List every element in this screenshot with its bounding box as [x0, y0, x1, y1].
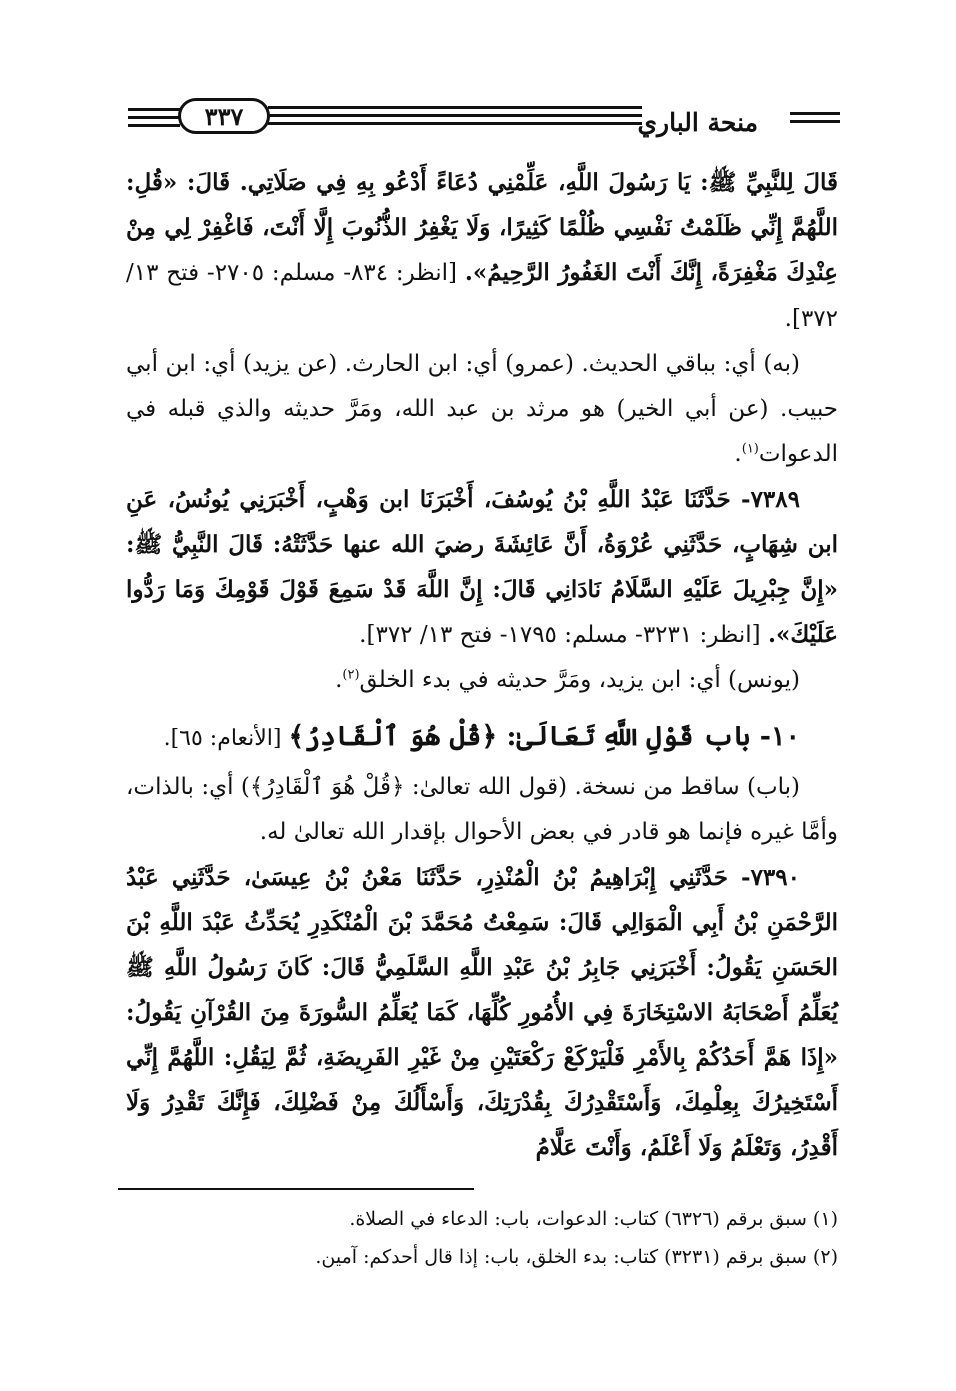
- commentary-tail: .: [335, 667, 343, 693]
- header-rule: [128, 116, 180, 119]
- hadith-paragraph: [126, 855, 838, 1170]
- hadith-reference: [انظر: ٨٣٤- مسلم: ٢٧٠٥- فتح ١٣/ ٣٧٢].: [126, 260, 838, 332]
- book-title: منحة الباري: [637, 108, 758, 137]
- header-rule: [128, 124, 180, 127]
- header-rule: [268, 106, 642, 109]
- quran-reference: [الأنعام: ٦٥].: [163, 726, 289, 751]
- footnote-item: (١) سبق برقم (٦٣٢٦) كتاب: الدعوات، باب: الدعاء في الصلاة.: [349, 1208, 838, 1230]
- chapter-heading-text: ١٠- باب قَوْلِ اللَّهِ تَعَالَىٰ: ﴿قُلْ هُوَ ٱلْقَادِرُ﴾: [288, 721, 800, 752]
- commentary-text: (به) أي: بباقي الحديث. (عمرو) أي: ابن الحارث. (عن يزيد) أي: ابن أبي حبيب. (عن أبي الخير) هو مرثد بن عبد الله، ومَرَّ حديثه والذي قبله في الدعوات: [126, 351, 838, 467]
- hadith-text: قَالَ لِلنَّبِيِّ ﷺ: يَا رَسُولَ اللَّهِ، عَلِّمْنِي دُعَاءً أَدْعُو بِهِ فِي صَلَاتِي. قَالَ: «قُلِ: اللَّهُمَّ إِنِّي ظَلَمْتُ نَفْسِي ظُلْمًا كَثِيرًا، وَلَا يَغْفِرُ الذُّنُوبَ إِلَّا أَنْتَ، فَاغْفِرْ لِي مِنْ عِنْدِكَ مَغْفِرَةً، إِنَّكَ أَنْتَ الغَفُورُ الرَّحِيمُ».: [126, 169, 838, 286]
- hadith-text: ٧٣٩٠- حَدَّثَنِي إِبْرَاهِيمُ بْنُ الْمُنْذِرِ، حَدَّثَنَا مَعْنُ بْنُ عِيسَىٰ، حَدَّثَنِي عَبْدُ الرَّحْمَنِ بْنُ أَبِي الْمَوَالِي قَالَ: سَمِعْتُ مُحَمَّدَ بْنَ الْمُنْكَدِرِ يُحَدِّثُ عَبْدَ اللَّهِ بْنَ الحَسَنِ يَقُولُ: أَخْبَرَنِي جَابِرُ بْنُ عَبْدِ اللَّهِ السَّلَمِيُّ قَالَ: كَانَ رَسُولُ اللَّهِ ﷺ يُعَلِّمُ أَصْحَابَهُ الاسْتِخَارَةَ فِي الأُمُورِ كُلِّهَا، كَمَا يُعَلِّمُ السُّورَةَ مِنَ القُرْآنِ يَقُولُ: «إِذَا هَمَّ أَحَدُكُمْ بِالأَمْرِ فَلْيَرْكَعْ رَكْعَتَيْنِ مِنْ غَيْرِ الفَرِيضَةِ، ثُمَّ لِيَقُلِ: اللَّهُمَّ إِنِّي أَسْتَخِيرُكَ بِعِلْمِكَ، وَأَسْتَقْدِرُكَ بِقُدْرَتِكَ، وَأَسْأَلُكَ مِنْ فَضْلِكَ، فَإِنَّكَ تَقْدِرُ وَلَا أَقْدِرُ، وَتَعْلَمُ وَلَا أَعْلَمُ، وَأَنْتَ عَلَّامُ: [126, 864, 838, 1161]
- header-rule: [268, 114, 642, 117]
- page-body: [126, 160, 838, 1170]
- commentary-text: (باب) ساقط من نسخة. (قول الله تعالىٰ: ﴿قُلْ هُوَ ٱلْقَادِرُ﴾) أي: بالذات، وأمَّا غيره فإنما هو قادر في بعض الأحوال بإقدار الله تعالىٰ له.: [126, 774, 838, 845]
- footnote-item: (٢) سبق برقم (٣٢٣١) كتاب: بدء الخلق، باب: إذا قال أحدكم: آمين.: [315, 1246, 838, 1268]
- hadith-text: ٧٣٨٩- حَدَّثَنَا عَبْدُ اللَّهِ بْنُ يُوسُفَ، أَخْبَرَنَا ابن وَهْبٍ، أَخْبَرَنِي يُونُسُ، عَنِ ابن شِهَابٍ، حَدَّثَنِي عُرْوَةُ، أَنَّ عَائِشَةَ رضيَ الله عنها حَدَّثَتْهُ: قَالَ النَّبِيُّ ﷺ: «إِنَّ جِبْرِيلَ عَلَيْهِ السَّلَامُ نَادَانِي قَالَ: إِنَّ اللَّهَ قَدْ سَمِعَ قَوْلَ قَوْمِكَ وَمَا رَدُّوا عَلَيْكَ».: [126, 486, 838, 648]
- footnote-separator: [118, 1188, 474, 1190]
- footnotes: [126, 1200, 838, 1276]
- header-rule: [790, 112, 840, 115]
- header-rule: [268, 122, 642, 125]
- hadith-paragraph: [126, 160, 838, 342]
- commentary-paragraph: [126, 765, 838, 855]
- commentary-tail: .: [734, 441, 742, 467]
- page-header: [128, 92, 840, 144]
- footnote-marker: (١): [741, 441, 759, 457]
- header-rule: [790, 120, 840, 123]
- hadith-paragraph: [126, 477, 838, 658]
- commentary-paragraph: [126, 658, 838, 703]
- header-rule: [128, 108, 180, 111]
- commentary-text: (يونس) أي: ابن يزيد، ومَرَّ حديثه في بدء الخلق: [359, 667, 800, 693]
- chapter-heading: [126, 713, 838, 763]
- commentary-paragraph: [126, 342, 838, 477]
- hadith-reference: [انظر: ٣٢٣١- مسلم: ١٧٩٥- فتح ١٣/ ٣٧٢].: [359, 622, 768, 648]
- page-number: ٣٣٧: [178, 98, 270, 134]
- footnote-marker: (٢): [342, 667, 360, 683]
